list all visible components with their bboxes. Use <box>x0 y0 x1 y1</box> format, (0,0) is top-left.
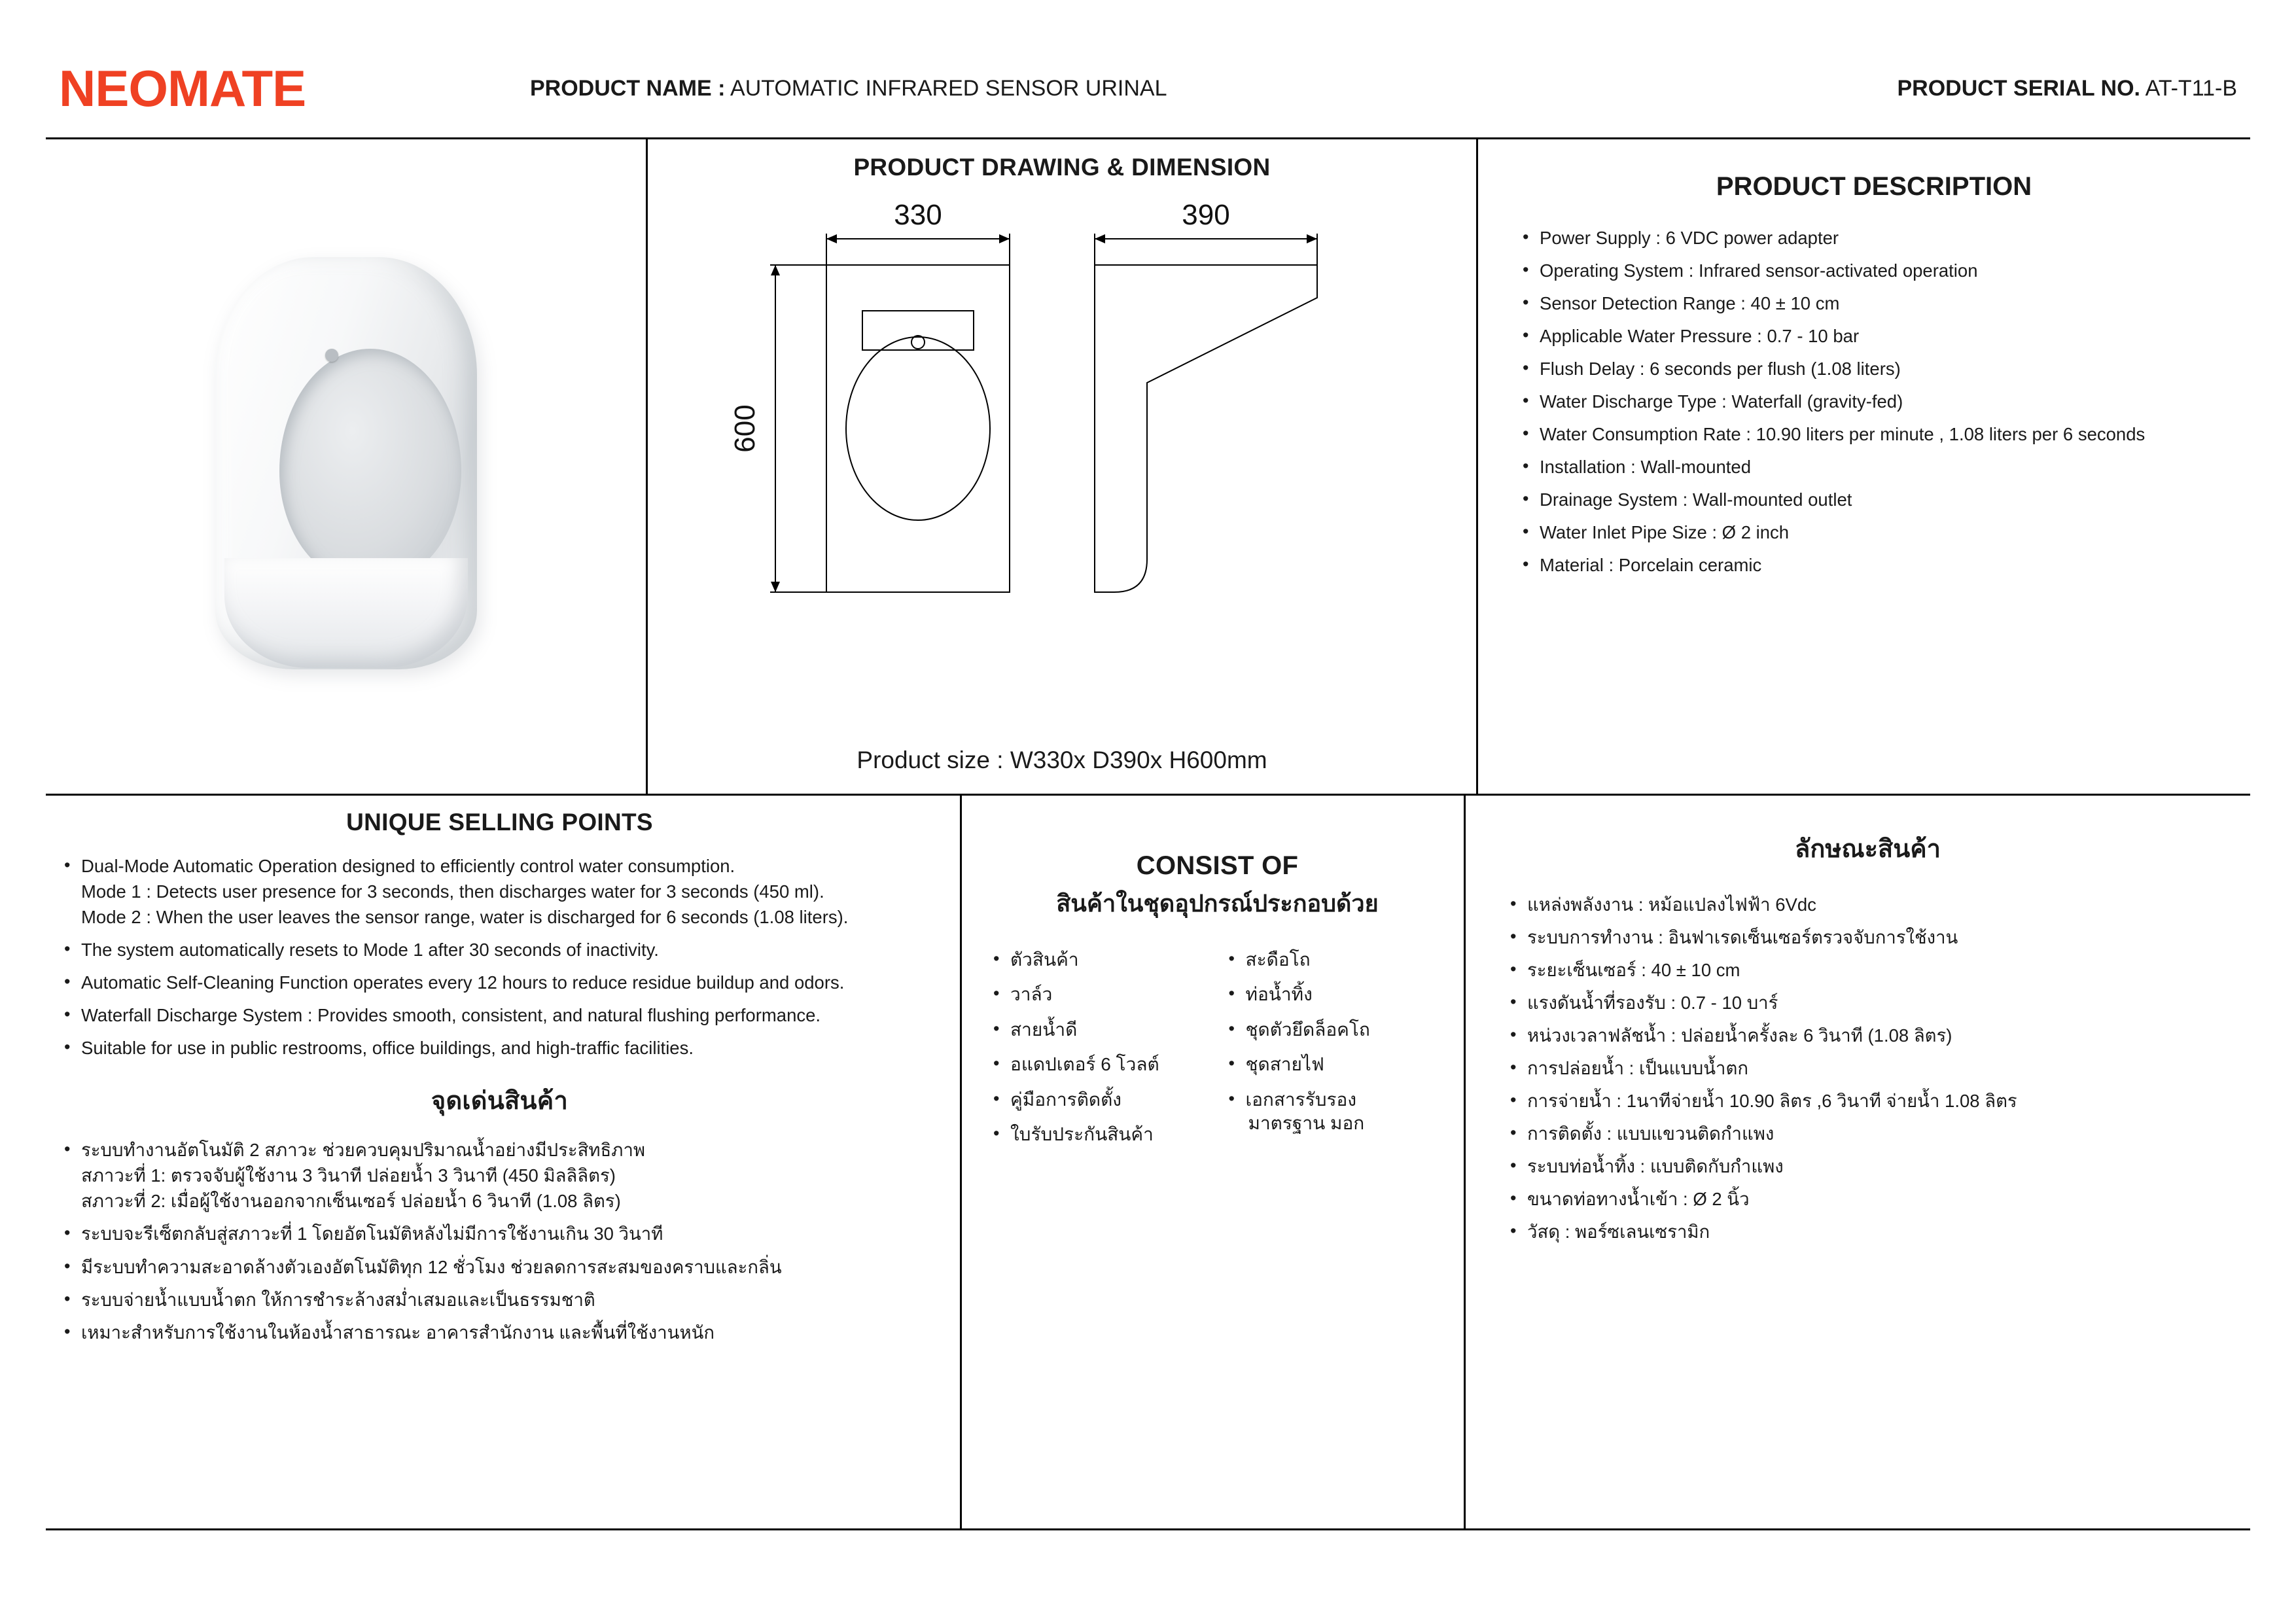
list-item: • Power Supply : 6 VDC power adapter <box>1517 225 2231 251</box>
list-item: • Operating System : Infrared sensor-activated operation <box>1517 258 2231 283</box>
usp-item1-mode2: Mode 2 : When the user leaves the sensor range, water is discharged for 6 seconds (1.08 liters). <box>81 907 849 928</box>
list-item: • ชุดสายไฟ <box>1224 1053 1447 1076</box>
usp-thai-item1-mode1: สภาวะที่ 1: ตรวจจับผู้ใช้งาน 3 วินาที ปล่อยน้ำ 3 วินาที (450 มิลลิลิตร) <box>81 1165 616 1186</box>
list-item: • ตัวสินค้า <box>988 948 1212 972</box>
list-item: • เหมาะสำหรับการใช้งานในห้องน้ำสาธารณะ อาคารสำนักงาน และพื้นที่ใช้งานหนัก <box>59 1320 940 1345</box>
consist-cert-line1: เอกสารรับรอง <box>1245 1089 1357 1110</box>
bottom-row <box>46 796 2250 1528</box>
list-item: • การจ่ายน้ำ : 1นาทีจ่ายน้ำ 10.90 ลิตร ,6 วินาที จ่ายน้ำ 1.08 ลิตร <box>1505 1088 2231 1114</box>
list-item: • สายน้ำดี <box>988 1018 1212 1042</box>
product-description-panel <box>1478 139 2250 794</box>
product-name-label: PRODUCT NAME : <box>530 75 726 101</box>
usp-thai-item1-main: ระบบทำงานอัตโนมัติ 2 สภาวะ ช่วยควบคุมปริมาณน้ำอย่างมีประสิทธิภาพ <box>81 1140 646 1161</box>
list-item: • Installation : Wall-mounted <box>1517 454 2231 480</box>
description-list <box>1517 225 2231 578</box>
list-item: • Water Discharge Type : Waterfall (gravity-fed) <box>1517 389 2231 414</box>
list-item: • ระบบการทำงาน : อินฟาเรดเซ็นเซอร์ตรวจจับการใช้งาน <box>1505 925 2231 950</box>
list-item: • สะดือโถ <box>1224 948 1447 972</box>
list-item: • Suitable for use in public restrooms, office buildings, and high-traffic facilities. <box>59 1035 940 1061</box>
page-header <box>46 39 2250 137</box>
urinal-illustration <box>189 251 503 682</box>
usp-title: UNIQUE SELLING POINTS <box>346 809 653 836</box>
list-item: • Sensor Detection Range : 40 ± 10 cm <box>1517 291 2231 316</box>
list-item: • ขนาดท่อทางน้ำเข้า : Ø 2 นิ้ว <box>1505 1186 2231 1212</box>
dim-depth-label: 390 <box>1182 199 1230 231</box>
consist-title-th: สินค้าในชุดอุปกรณ์ประกอบด้วย <box>1056 890 1379 917</box>
list-item: • ระยะเซ็นเซอร์ : 40 ± 10 cm <box>1505 957 2231 983</box>
list-item: • ท่อน้ำทิ้ง <box>1224 983 1447 1006</box>
usp-item1-mode1: Mode 1 : Detects user presence for 3 seconds, then discharges water for 3 seconds (450 ml). <box>81 881 824 902</box>
drawing-svg <box>728 193 1396 716</box>
usp-thai-list <box>59 1137 940 1345</box>
list-item <box>1224 1088 1447 1136</box>
list-item: • การติดตั้ง : แบบแขวนติดกำแพง <box>1505 1121 2231 1146</box>
thai-spec-list <box>1505 892 2231 1245</box>
list-item: • Flush Delay : 6 seconds per flush (1.08 liters) <box>1517 356 2231 381</box>
list-item: • คู่มือการติดตั้ง <box>988 1088 1212 1112</box>
list-item: • หน่วงเวลาฟลัชน้ำ : ปล่อยน้ำครั้งละ 6 วินาที (1.08 ลิตร) <box>1505 1023 2231 1048</box>
sensor-eye-icon <box>325 349 338 362</box>
product-name <box>530 76 1897 101</box>
consist-right-list <box>1224 948 1447 1157</box>
list-item: • ใบรับประกันสินค้า <box>988 1123 1212 1146</box>
thai-spec-panel <box>1466 796 2250 1528</box>
consist-title-en: CONSIST OF <box>1136 851 1299 880</box>
usp-list <box>59 853 940 1061</box>
thai-spec-title: ลักษณะสินค้า <box>1795 836 1941 863</box>
consist-cert-line2: มาตรฐาน มอก <box>1248 1112 1365 1133</box>
divider-footer <box>46 1528 2250 1530</box>
list-item: • ระบบจ่ายน้ำแบบน้ำตก ให้การชำระล้างสม่ำเสมอและเป็นธรรมชาติ <box>59 1287 940 1313</box>
usp-thai-item1-mode2: สภาวะที่ 2: เมื่อผู้ใช้งานออกจากเซ็นเซอร์ ปล่อยน้ำ 6 วินาที (1.08 ลิตร) <box>81 1191 621 1212</box>
product-name-value: AUTOMATIC INFRARED SENSOR URINAL <box>730 75 1167 101</box>
drawing-title: PRODUCT DRAWING & DIMENSION <box>853 154 1271 181</box>
top-row <box>46 139 2250 794</box>
list-item: • แรงดันน้ำที่รองรับ : 0.7 - 10 บาร์ <box>1505 990 2231 1015</box>
urinal-bowl <box>279 349 461 584</box>
list-item: • Automatic Self-Cleaning Function operates every 12 hours to reduce residue buildup and odors. <box>59 970 940 995</box>
product-serial <box>1897 76 2237 101</box>
usp-item1-main: Dual-Mode Automatic Operation designed to efficiently control water consumption. <box>81 856 735 876</box>
consist-left-list <box>988 948 1212 1157</box>
drawing-panel <box>648 139 1478 794</box>
list-item: • The system automatically resets to Mode 1 after 30 seconds of inactivity. <box>59 937 940 962</box>
urinal-lip <box>224 558 468 668</box>
list-item: • Applicable Water Pressure : 0.7 - 10 bar <box>1517 323 2231 349</box>
list-item: • อแดปเตอร์ 6 โวลต์ <box>988 1053 1212 1076</box>
usp-panel <box>46 796 962 1528</box>
list-item: • ชุดตัวยึดล็อคโถ <box>1224 1018 1447 1042</box>
dim-width-label: 330 <box>894 199 942 231</box>
consist-panel <box>962 796 1466 1528</box>
list-item: • Water Inlet Pipe Size : Ø 2 inch <box>1517 520 2231 545</box>
usp-thai-title: จุดเด่นสินค้า <box>431 1087 569 1116</box>
list-item: • ระบบท่อน้ำทิ้ง : แบบติดกับกำแพง <box>1505 1154 2231 1179</box>
list-item: • Material : Porcelain ceramic <box>1517 552 2231 578</box>
dim-height-label: 600 <box>729 404 761 453</box>
list-item: • Waterfall Discharge System : Provides smooth, consistent, and natural flushing performance. <box>59 1002 940 1028</box>
list-item: • Water Consumption Rate : 10.90 liters per minute , 1.08 liters per 6 seconds <box>1517 421 2231 447</box>
list-item: • แหล่งพลังงาน : หม้อแปลงไฟฟ้า 6Vdc <box>1505 892 2231 917</box>
list-item: • ระบบจะรีเซ็ตกลับสู่สภาวะที่ 1 โดยอัตโนมัติหลังไม่มีการใช้งานเกิน 30 วินาที <box>59 1221 940 1246</box>
consist-columns <box>988 948 1447 1157</box>
product-serial-value: AT-T11-B <box>2145 75 2237 101</box>
product-serial-label: PRODUCT SERIAL NO. <box>1897 75 2140 101</box>
list-item: • วัสดุ : พอร์ซเลนเซรามิก <box>1505 1219 2231 1244</box>
product-photo <box>46 139 648 794</box>
list-item: • Drainage System : Wall-mounted outlet <box>1517 487 2231 512</box>
list-item <box>59 853 940 930</box>
list-item: • การปล่อยน้ำ : เป็นแบบน้ำตก <box>1505 1055 2231 1081</box>
list-item: • มีระบบทำความสะอาดล้างตัวเองอัตโนมัติทุก 12 ชั่วโมง ช่วยลดการสะสมของคราบและกลิ่น <box>59 1254 940 1280</box>
product-size-text: Product size : W330x D390x H600mm <box>857 747 1267 773</box>
list-item: • วาล์ว <box>988 983 1212 1006</box>
list-item <box>59 1137 940 1214</box>
brand-logo: NEOMATE <box>59 59 306 117</box>
description-title: PRODUCT DESCRIPTION <box>1716 172 2032 201</box>
technical-drawing <box>654 193 1470 743</box>
